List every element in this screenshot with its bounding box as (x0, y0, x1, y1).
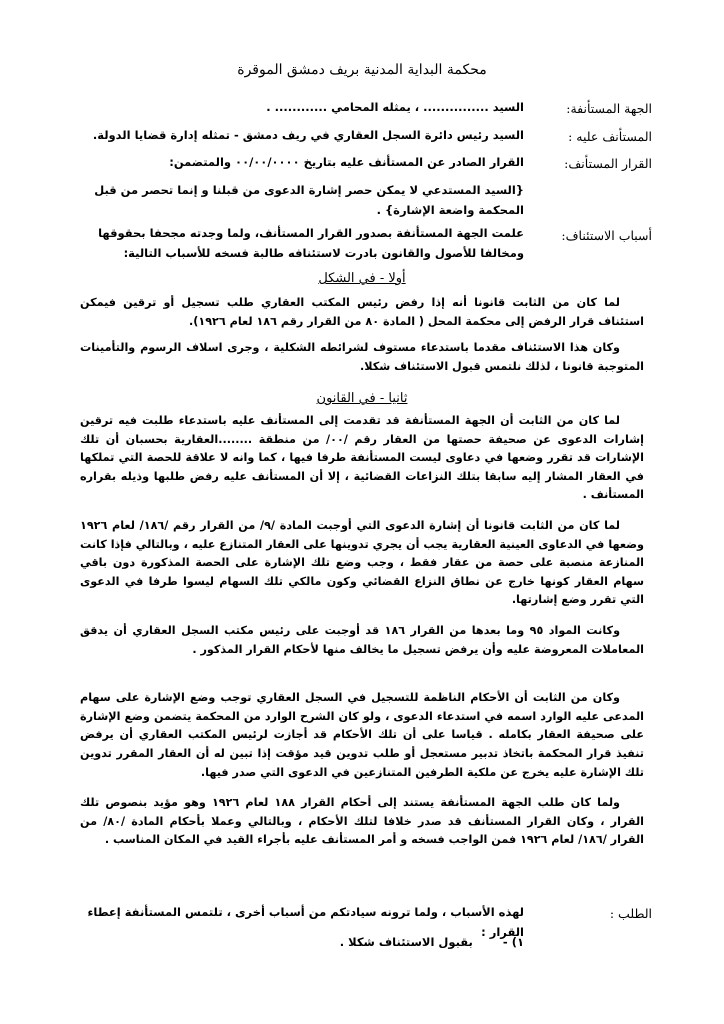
court-title: محكمة البداية المدنية بريف دمشق الموقرة (237, 62, 487, 78)
paragraph: لما كان من الثابت أن الجهة المستأنفة قد تقدمت إلى المستأنف عليه باستدعاء طلبت فيه ترقين إشارات الدعوى عن صحيفة حصتها من العقار رقم /٠٠/ من منطقة ........العقارية بحسبان أن تلك الإشارات قد تقرر وضعها في دعاوى ليست المستأنفة طرفا فيها ، كما وانه لا علاقة للحصة التي تملكها في العقار المشار إليه سابقا بتلك النزاعات القضائية ، إلا أن المستأنف عليه رفض طلبها وذيله بقراره المستأنف . (80, 414, 644, 502)
decision-quote: {السيد المستدعي لا يمكن حصر إشارة الدعوى من قبلنا و إنما تحصر من قبل المحكمة واضعة الإشارة} . (94, 183, 524, 217)
paragraph: وكان من الثابت أن الأحكام الناظمة للتسجيل في السجل العقاري توجب وضع الإشارة على سهام المدعى عليه الوارد اسمه في استدعاء الدعوى ، ولو كان الشرح الوارد من المحكمة يتضمن وضع الإشارة على صحيفة العقار بكامله . قياسا على أن تلك الأحكام قد أجازت لرئيس المكتب العقاري أن يرفض تنفيذ قرار المحكمة باتخاذ تدبير مستعجل أو طلب تدوين قيد مؤقت إذا تبين له أن العقار المقرر تدوين تلك الإشارة عليه يخرج عن ملكية الطرفين المتنازعين في الدعوى التي صدر فيها. (80, 691, 644, 779)
paragraph: لما كان من الثابت قانونا أن إشارة الدعوى التي أوجبت المادة /٩/ من القرار رقم /١٨٦/ لعام ١٩٢٦ وضعها في الدعاوى العينية العقارية يجب أن يجري تدوينها على العقار المتنازع عليه ، وبالتالي فإذا كانت المنازعة منصبة على حصة من عقار فقط ، وجب وضع تلك الإشارة على الحصة المذكورة دون باقي سهام العقار كونها خارج عن نطاق النزاع القضائي وكون مالكي تلك السهام ليسوا طرفا في الدعوى التي تقرر وضع إشارتها. (80, 518, 644, 607)
decision-value: القرار الصادر عن المستأنف عليه بتاريخ ٠٠/٠٠/٠٠٠٠ والمتضمن: (169, 155, 524, 169)
paragraph: لما كان من الثابت قانونا أنه إذا رفض رئيس المكتب العقاري طلب تسجيل أو ترقين فيمكن استئناف قرار الرفض إلى محكمة المحل ( المادة ٨٠ من القرار رقم ١٨٦ لعام ١٩٢٦). (80, 296, 644, 328)
section-law-heading: ثانيا - في القانون (316, 391, 408, 406)
reasons-label: أسباب الاستئناف: (561, 228, 652, 243)
request-item (80, 932, 524, 952)
request-label: الطلب : (609, 906, 652, 921)
appellant-value: السيد ............... ، يمثله المحامي ............ . (266, 100, 524, 114)
request-text: لهذه الأسباب ، ولما ترونه سيادتكم من أسباب أخرى ، تلتمس المستأنفة إعطاء القرار : (87, 905, 524, 939)
paragraph: وكانت المواد ٩٥ وما بعدها من القرار ١٨٦ قد أوجبت على رئيس مكتب السجل العقاري أن يدقق المعاملات المعروضة عليه وأن يرفض تسجيل ما يخالف منها لأحكام القرار المذكور . (80, 623, 644, 656)
appellant-label: الجهة المستأنفة: (566, 101, 652, 116)
paragraph: ولما كان طلب الجهة المستأنفة يستند إلى أحكام القرار ١٨٨ لعام ١٩٢٦ وهو مؤيد بنصوص تلك القرار ، وكان القرار المستأنف قد صدر خلافا لتلك الأحكام ، وبالتالي وعملا بأحكام المادة /٨٠/ من القرار /١٨٦/ لعام ١٩٢٦ فمن الواجب فسخه و أمر المستأنف عليه بأجراء القيد في المكان المناسب . (80, 796, 644, 847)
request-item-number: ١) - (502, 935, 524, 949)
section-form-heading: أولا - في الشكل (318, 271, 406, 286)
reasons-value: علمت الجهة المستأنفة بصدور القرار المستأنف، ولما وجدته مجحفا بحقوقها ومخالفا للأصول والقانون بادرت لاستئنافه طالبة فسخه للأسباب التالية: (98, 226, 524, 260)
paragraph: وكان هذا الاستئناف مقدما باستدعاء مستوف لشرائطه الشكلية ، وجرى اسلاف الرسوم والتأمينات المتوجبة قانونا ، لذلك نلتمس قبول الاستئناف شكلا. (80, 341, 644, 373)
respondent-value: السيد رئيس دائرة السجل العقاري في ريف دمشق - تمثله إدارة قضايا الدولة. (92, 128, 524, 142)
request-item-text: بقبول الاستئناف شكلا . (339, 935, 473, 949)
decision-label: القرار المستأنف: (564, 156, 652, 171)
section-form-body (80, 294, 644, 376)
section-law-body (80, 412, 644, 850)
respondent-label: المستأنف عليه : (568, 129, 652, 144)
